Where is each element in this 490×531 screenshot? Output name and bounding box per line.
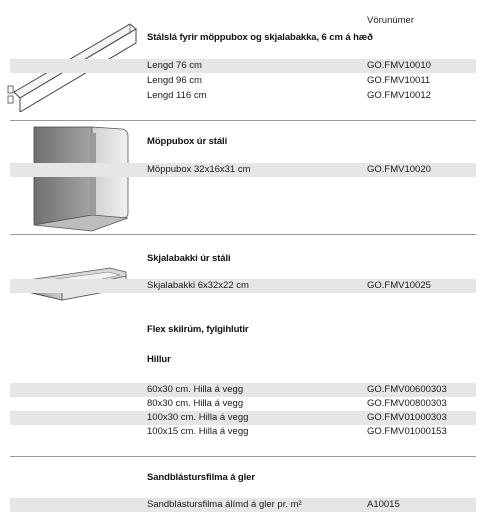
section-subtitle-shelves: Hillur: [147, 354, 171, 365]
section-title-accessories: Flex skilrúm, fylgihlutir: [147, 324, 249, 335]
product-code: GO.FMV10010: [367, 60, 431, 71]
section-divider: [10, 234, 476, 235]
table-row: [10, 89, 476, 103]
table-row: [10, 411, 476, 425]
magazine-box-icon: [30, 125, 130, 233]
product-code: GO.FMV10012: [367, 90, 431, 101]
table-row: [10, 59, 476, 73]
product-code: GO.FMV00600303: [367, 384, 447, 395]
product-name: 60x30 cm. Hilla á vegg: [147, 384, 244, 395]
column-header-code: Vörunúmer: [367, 15, 414, 26]
table-row: [10, 383, 476, 397]
product-code: GO.FMV01000303: [367, 412, 447, 423]
product-name: Skjalabakki 6x32x22 cm: [147, 280, 249, 291]
product-code: GO.FMV10011: [367, 75, 431, 86]
product-name: 80x30 cm. Hilla á vegg: [147, 398, 244, 409]
product-code: GO.FMV01000153: [367, 426, 447, 437]
section-title-steel-bar: Stálslá fyrir möppubox og skjalabakka, 6 cm á hæð: [147, 32, 373, 43]
table-row: [10, 163, 476, 177]
product-code: GO.FMV00800303: [367, 398, 447, 409]
section-title-document-tray: Skjalabakki úr stáli: [147, 253, 231, 264]
product-code: GO.FMV10025: [367, 280, 431, 291]
table-row: [10, 498, 476, 512]
product-name: Lengd 116 cm: [147, 90, 207, 101]
product-name: Möppubox 32x16x31 cm: [147, 164, 251, 175]
section-divider: [10, 120, 476, 121]
product-code: A10015: [367, 499, 400, 510]
product-name: Lengd 76 cm: [147, 60, 202, 71]
table-row: [10, 425, 476, 439]
table-row: [10, 279, 476, 293]
table-row: [10, 397, 476, 411]
product-code: GO.FMV10020: [367, 164, 431, 175]
section-divider: [10, 456, 476, 457]
section-title-magazine-box: Möppubox úr stáli: [147, 136, 228, 147]
product-name: Lengd 96 cm: [147, 75, 202, 86]
table-row: [10, 74, 476, 88]
product-name: 100x30 cm. Hilla á vegg: [147, 412, 249, 423]
product-name: Sandblástursfilma álímd á gler pr. m²: [147, 499, 302, 510]
product-name: 100x15 cm. Hilla á vegg: [147, 426, 249, 437]
section-title-sandblast-film: Sandblástursfilma á gler: [147, 472, 255, 483]
